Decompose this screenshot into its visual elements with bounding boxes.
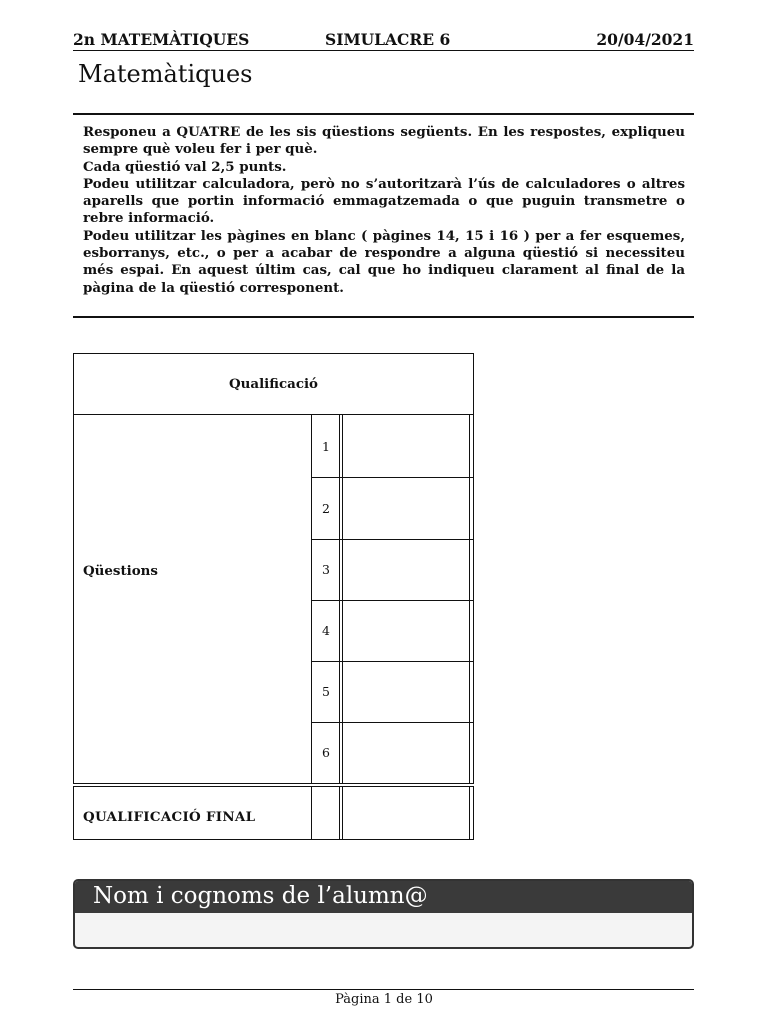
- table-divider: [339, 786, 340, 840]
- divider-bottom: [73, 316, 694, 318]
- table-row-divider: [311, 661, 474, 662]
- grades-heading-label: Qualificació: [229, 375, 318, 392]
- questions-label: Qüestions: [83, 563, 158, 579]
- instruction-paragraph: Podeu utilitzar calculadora, però no s’autoritzarà l’ús de calculadores o altres aparells que portin informació emmagatzemada o que puguin transmetre o rebre informació.: [83, 175, 685, 227]
- question-number: 5: [322, 684, 330, 699]
- table-row-divider: [311, 722, 474, 723]
- table-row-divider: [311, 600, 474, 601]
- header-date: 20/04/2021: [596, 30, 694, 49]
- student-name-box: [73, 879, 694, 949]
- page-header: [73, 30, 694, 51]
- page-number: Pàgina 1 de 10: [335, 992, 433, 1007]
- question-number: 3: [322, 562, 330, 577]
- question-number: 2: [322, 501, 330, 516]
- question-number: 6: [322, 745, 330, 760]
- table-row-divider: [311, 539, 474, 540]
- question-number: 4: [322, 623, 330, 638]
- instruction-paragraph: Cada qüestió val 2,5 punts.: [83, 158, 287, 175]
- header-exam-name: SIMULACRE 6: [325, 30, 451, 49]
- student-name-label: Nom i cognoms de l’alumn@: [75, 881, 692, 913]
- instruction-paragraph: Podeu utilitzar les pàgines en blanc ( pàgines 14, 15 i 16 ) per a fer esquemes, esborranys, etc., o per a acabar de respondre a alguna qüestió si necessiteu més espai. En aquest últim cas, cal que ho indiqueu clarament al final de la pàgina de la qüestió corresponent.: [83, 227, 685, 296]
- table-divider: [311, 786, 312, 840]
- table-divider: [469, 786, 470, 840]
- divider-top: [73, 113, 694, 115]
- footer-divider: [73, 989, 694, 990]
- question-number: 1: [322, 439, 330, 454]
- page-title: Matemàtiques: [78, 60, 253, 88]
- student-name-field[interactable]: [75, 913, 692, 949]
- table-divider: [342, 786, 343, 840]
- instructions-block: [83, 124, 685, 297]
- header-subject: 2n MATEMÀTIQUES: [73, 30, 250, 49]
- instruction-paragraph: Responeu a QUATRE de les sis qüestions següents. En les respostes, expliqueu sempre què voleu fer i per què.: [83, 124, 685, 158]
- table-row-divider: [311, 477, 474, 478]
- final-grade-label: QUALIFICACIÓ FINAL: [83, 809, 256, 825]
- grades-table-heading: [73, 353, 474, 415]
